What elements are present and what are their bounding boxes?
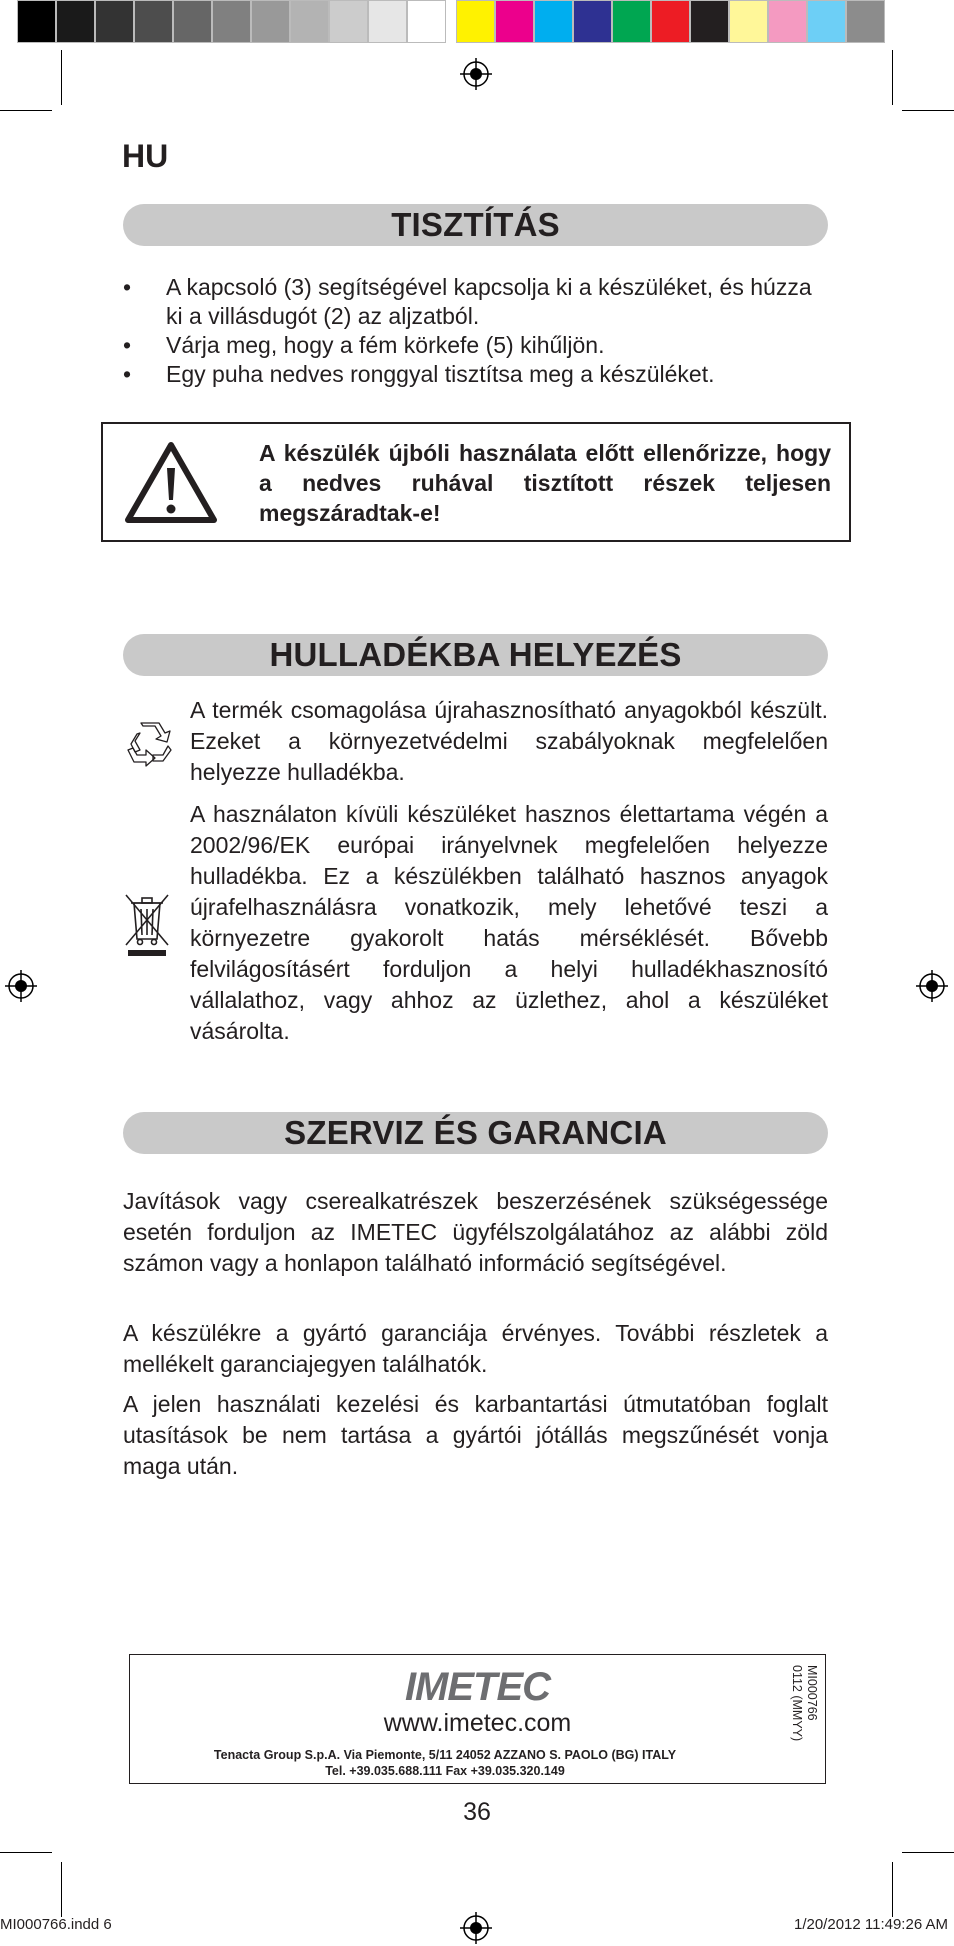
section-title-cleaning: TISZTÍTÁS bbox=[123, 204, 828, 246]
warning-triangle-icon bbox=[123, 440, 219, 526]
color-swatch bbox=[690, 0, 729, 43]
crop-mark bbox=[892, 50, 893, 105]
page-number: 36 bbox=[463, 1798, 491, 1826]
color-swatch bbox=[456, 0, 495, 43]
packaging-text: A termék csomagolása újrahasznosítható anyagokból készült. Ezeket a környezetvédelmi szabályoknak megfelelően helyezze hulladékba. bbox=[190, 697, 828, 785]
crop-mark bbox=[0, 110, 52, 111]
registration-mark-icon bbox=[916, 970, 948, 1002]
registration-mark-icon bbox=[460, 1912, 492, 1944]
slug-timestamp: 1/20/2012 11:49:26 AM bbox=[793, 1916, 948, 1933]
color-swatch bbox=[251, 0, 290, 43]
warranty-void-paragraph: A jelen használati kezelési és karbantartási útmutatóban foglalt utasítások be nem tartása a gyártói jótállás megszűnését vonja maga után. bbox=[123, 1391, 828, 1479]
color-swatch bbox=[290, 0, 329, 43]
color-swatch bbox=[807, 0, 846, 43]
warning-text: A készülék újbóli használata előtt ellenőrizze, hogy a nedves ruhával tisztított részek teljesen megszáradtak-e! bbox=[259, 440, 831, 526]
warning-box bbox=[101, 422, 851, 542]
brand-logo: IMETEC bbox=[404, 1665, 551, 1709]
crop-mark bbox=[892, 1862, 893, 1917]
company-address bbox=[130, 1747, 760, 1779]
color-swatch bbox=[173, 0, 212, 43]
language-code: HU bbox=[122, 138, 169, 174]
color-swatch bbox=[56, 0, 95, 43]
registration-mark-icon bbox=[5, 970, 37, 1002]
color-swatch bbox=[368, 0, 407, 43]
color-swatch bbox=[17, 0, 56, 43]
crop-mark bbox=[902, 1852, 954, 1853]
weee-text: A használaton kívüli készüléket hasznos élettartama végén a 2002/96/EK európai irányelvnek megfelelően helyezze hulladékba. Ez a készülékben található hasznos anyagok újrafelhasználásra vonatkozik, mely lehetővé teszi a környezetre gyakorolt hatás mérséklését. Bővebb felvilágosításért forduljon a helyi hulladékhasznosító vállalathoz, vagy ahhoz az üzlethez, ahol a készüléket vásárolta. bbox=[190, 801, 828, 1044]
service-paragraph: Javítások vagy cserealkatrészek beszerzésének szükségessége esetén forduljon az IMETEC ügyfélszolgálatához az alábbi zöld számon vagy a honlapon található információ segítségével. bbox=[123, 1188, 828, 1276]
color-swatch bbox=[329, 0, 368, 43]
website-link[interactable]: www.imetec.com bbox=[383, 1709, 572, 1737]
color-swatch bbox=[729, 0, 768, 43]
address-line: Tenacta Group S.p.A. Via Piemonte, 5/11 24052 AZZANO S. PAOLO (BG) ITALY bbox=[213, 1748, 677, 1762]
crop-mark bbox=[0, 1852, 52, 1853]
document-code-id: MI000766 bbox=[805, 1665, 819, 1721]
company-footer-box bbox=[129, 1654, 826, 1784]
color-swatch bbox=[573, 0, 612, 43]
color-swatch bbox=[134, 0, 173, 43]
color-swatch bbox=[768, 0, 807, 43]
recycle-icon bbox=[123, 720, 175, 768]
color-swatch bbox=[212, 0, 251, 43]
color-swatch bbox=[95, 0, 134, 43]
color-swatch bbox=[495, 0, 534, 43]
registration-mark-icon bbox=[460, 58, 492, 90]
list-item: • Egy puha nedves ronggyal tisztítsa meg a készüléket. bbox=[123, 360, 828, 389]
list-item: • A kapcsoló (3) segítségével kapcsolja ki a készüléket, és húzza ki a villásdugót (2) az aljzatból. bbox=[123, 273, 828, 331]
crop-mark bbox=[61, 1862, 62, 1917]
crossed-bin-icon bbox=[124, 893, 170, 957]
color-swatch bbox=[651, 0, 690, 43]
color-swatch bbox=[612, 0, 651, 43]
section-title-disposal: HULLADÉKBA HELYEZÉS bbox=[123, 634, 828, 676]
contact-line: Tel. +39.035.688.111 Fax +39.035.320.149 bbox=[325, 1764, 565, 1778]
color-swatch bbox=[407, 0, 446, 43]
section-title-service: SZERVIZ ÉS GARANCIA bbox=[123, 1112, 828, 1154]
list-item: • Várja meg, hogy a fém körkefe (5) kihűljön. bbox=[123, 331, 828, 360]
cleaning-list bbox=[123, 273, 828, 389]
warranty-paragraph: A készülékre a gyártó garanciája érvényes. További részletek a mellékelt garanciajegyen találhatók. bbox=[123, 1320, 828, 1377]
crop-mark bbox=[902, 110, 954, 111]
color-swatch bbox=[534, 0, 573, 43]
document-code-date: 0112 (MMYY) bbox=[790, 1665, 804, 1742]
color-swatch bbox=[846, 0, 885, 43]
swatch-gap bbox=[446, 0, 456, 43]
color-bar bbox=[17, 0, 885, 43]
crop-mark bbox=[61, 50, 62, 105]
slug-file: MI000766.indd 6 bbox=[0, 1916, 112, 1933]
document-code bbox=[789, 1665, 819, 1741]
